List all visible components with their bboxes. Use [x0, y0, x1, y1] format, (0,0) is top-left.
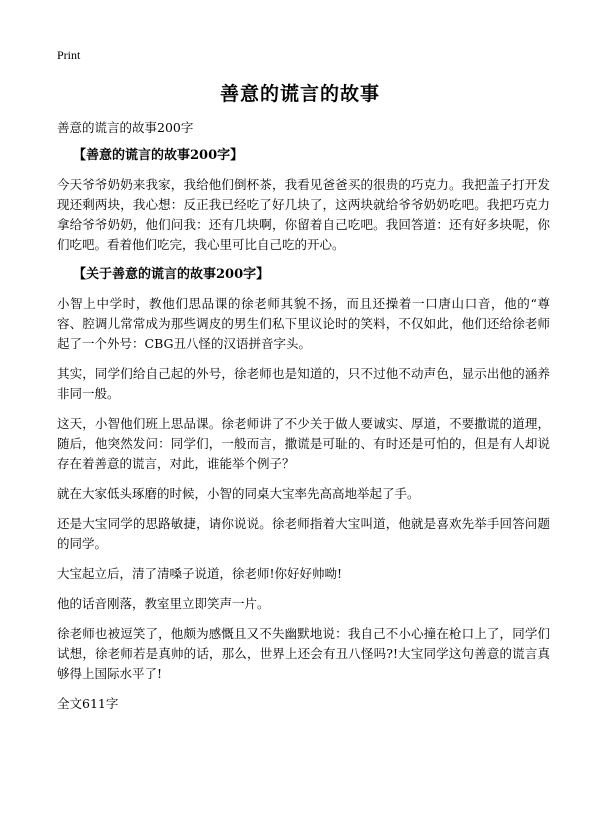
page-title: 善意的谎言的故事	[219, 83, 380, 105]
paragraph: 其实，同学们给自己起的外号，徐老师也是知道的，只不过他不动声色，显示出他的涵养非同一般。	[57, 366, 550, 401]
section-heading: 【善意的谎言的故事200字】	[73, 148, 244, 163]
article-body	[57, 118, 550, 714]
paragraph: 小智上中学时，教他们思品课的徐老师其貌不扬，而且还操着一口唐山口音，他的“尊容、腔调儿常常成为那些调皮的男生们私下里议论时的笑料，不仅如此，他们还给徐老师起了一个外号：CBG丑八怪的汉语拼音字头。	[57, 296, 550, 351]
paragraph: 今天爷爷奶奶来我家，我给他们倒杯茶，我看见爸爸买的很贵的巧克力。我把盖子打开发现还剩两块，我心想：反正我已经吃了好几块了，这两块就给爷爷奶奶吃吧。我把巧克力拿给爷爷奶奶，他们问我：还有几块啊，你留着自己吃吧。我回答道：还有好多块呢，你们吃吧。看着他们吃完，我心里可比自己吃的开心。	[57, 177, 550, 252]
word-count: 全文611字	[57, 696, 119, 711]
paragraph: 还是大宝同学的思路敏捷，请你说说。徐老师指着大宝叫道，他就是喜欢先举手回答问题的同学。	[57, 516, 550, 551]
section-heading: 【关于善意的谎言的故事200字】	[73, 267, 270, 282]
paragraph: 他的话音刚落，教室里立即笑声一片。	[57, 596, 270, 611]
print-label[interactable]: Print	[57, 48, 81, 62]
paragraph: 徐老师也被逗笑了，他颇为感慨且又不失幽默地说：我自己不小心撞在枪口上了，同学们试想，徐老师若是真帅的话，那么，世界上还会有丑八怪吗?!大宝同学这句善意的谎言真够得上国际水平了!	[57, 626, 550, 681]
paragraph: 这天，小智他们班上思品课。徐老师讲了不少关于做人要诚实、厚道，不要撒谎的道理，随后，他突然发问：同学们，一般而言，撒谎是可耻的、有时还是可怕的，但是有人却说存在着善意的谎言，对此，谁能举个例子？	[57, 416, 550, 471]
paragraph: 大宝起立后，清了清嗓子说道，徐老师!你好好帅呦!	[57, 566, 343, 581]
paragraph: 就在大家低头琢磨的时候，小智的同桌大宝率先高高地举起了手。	[57, 486, 420, 501]
article-subtitle: 善意的谎言的故事200字	[57, 120, 194, 135]
